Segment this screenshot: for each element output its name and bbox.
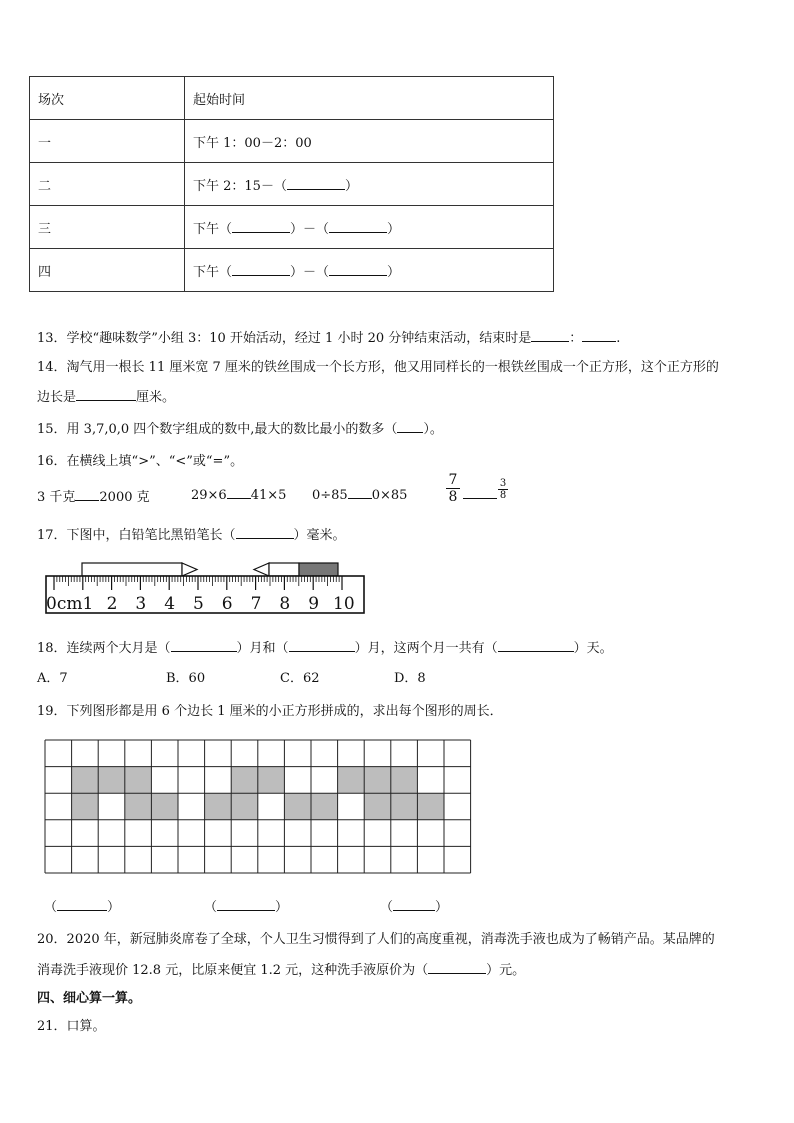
- shaded-cell: [231, 793, 258, 820]
- ruler-figure: [44, 556, 368, 618]
- option-d[interactable]: D．8: [394, 671, 426, 686]
- shaded-cell: [417, 793, 444, 820]
- end-mark: ）毫米。: [293, 528, 346, 543]
- answer-blank[interactable]: [232, 220, 290, 233]
- shaded-cell: [338, 767, 365, 794]
- answer-blank[interactable]: [217, 898, 275, 911]
- question-text: 18．连续两个大月是（: [37, 641, 171, 656]
- time-prefix: 下午 2：15－（: [193, 178, 287, 194]
- table-cell: [185, 163, 554, 206]
- shaded-cell: [391, 793, 418, 820]
- answer-blank[interactable]: [348, 486, 372, 499]
- time-mid: ）－（: [290, 264, 330, 280]
- ruler-label: 10: [333, 594, 355, 614]
- question-text: 15．用 3,7,0,0 四个数字组成的数中,最大的数比最小的数多（: [37, 422, 398, 437]
- answer-blank[interactable]: [498, 639, 574, 652]
- shaded-cell: [72, 767, 99, 794]
- table-row: [30, 120, 554, 163]
- table-cell: 一: [30, 120, 185, 163]
- ruler-label: 7: [250, 594, 262, 614]
- shaded-cell: [391, 767, 418, 794]
- time-prefix: 下午（: [193, 221, 233, 237]
- question-text: 17．下图中，白铅笔比黑铅笔长（: [37, 528, 236, 543]
- answer-blank[interactable]: [428, 961, 486, 974]
- question-19: 19．下列图形都是用 6 个边长 1 厘米的小正方形拼成的，求出每个图形的周长．: [37, 704, 503, 719]
- compare-item: [37, 486, 150, 505]
- answer-blank[interactable]: [227, 486, 251, 499]
- paren-open: （: [380, 900, 394, 915]
- option-c[interactable]: C．62: [280, 671, 320, 686]
- answer-blank[interactable]: [582, 329, 616, 342]
- table-cell: 四: [30, 249, 185, 292]
- answer-blank[interactable]: [57, 898, 107, 911]
- table-header: 起始时间: [185, 77, 554, 120]
- perimeter-answer: [44, 896, 120, 915]
- shaded-cell: [311, 793, 338, 820]
- option-b[interactable]: B．60: [166, 671, 206, 686]
- numerator: 7: [448, 472, 458, 488]
- black-pencil: [254, 563, 338, 576]
- paren-close: ）: [275, 900, 289, 915]
- question-18: [37, 637, 613, 656]
- compare-item: [191, 486, 286, 503]
- paren-open: （: [44, 900, 58, 915]
- answer-blank[interactable]: [329, 263, 387, 276]
- ruler-label: 5: [193, 594, 204, 614]
- section-title: 四、细心算一算。: [37, 991, 142, 1006]
- answer-blank[interactable]: [397, 420, 423, 433]
- answer-blank[interactable]: [287, 177, 345, 190]
- paren-open: （: [204, 900, 218, 915]
- shaded-cell: [125, 793, 152, 820]
- question-20-line2: [37, 959, 525, 978]
- compare-right: 2000 克: [99, 490, 150, 505]
- answer-blank[interactable]: [463, 486, 497, 499]
- ruler-label: 4: [164, 594, 176, 614]
- time-suffix: ）: [387, 264, 401, 280]
- grid-figure: [44, 739, 476, 875]
- question-text: 厘米。: [136, 390, 176, 405]
- compare-blank: [463, 486, 497, 503]
- ruler-label: 2: [106, 594, 118, 614]
- shaded-cell: [151, 793, 178, 820]
- time-suffix: ）: [344, 178, 358, 194]
- paren-close: ）: [107, 900, 121, 915]
- table-cell: 下午 1：00－2：00: [185, 120, 554, 163]
- answer-blank[interactable]: [393, 898, 435, 911]
- end-mark: ）元。: [486, 963, 526, 978]
- perimeter-answer: [380, 896, 448, 915]
- numerator: 3: [499, 478, 507, 489]
- question-14-line2: [37, 386, 175, 405]
- question-17: [37, 524, 346, 543]
- table-header: 场次: [30, 77, 185, 120]
- separator: ：: [569, 331, 583, 346]
- time-suffix: ）: [387, 221, 401, 237]
- compare-right: 0×85: [371, 488, 408, 503]
- shaded-cell: [284, 793, 311, 820]
- fraction-right: [498, 478, 508, 501]
- question-14: 14．淘气用一根长 11 厘米宽 7 厘米的铁丝围成一个长方形，他又用同样长的一根铁丝围成一个正方形，这个正方形的: [37, 360, 719, 375]
- table-cell: 三: [30, 206, 185, 249]
- question-text: ）天。: [573, 641, 613, 656]
- denominator: 8: [499, 490, 507, 501]
- shaded-cell: [98, 767, 125, 794]
- table-cell: [185, 206, 554, 249]
- answer-blank[interactable]: [171, 639, 237, 652]
- question-21: 21．口算。: [37, 1019, 106, 1034]
- compare-left: 0÷85: [312, 488, 348, 503]
- ruler-label: 8: [279, 594, 291, 614]
- paren-close: ）: [435, 900, 449, 915]
- answer-blank[interactable]: [531, 329, 569, 342]
- table-row: [30, 163, 554, 206]
- table-cell: [185, 249, 554, 292]
- question-text: ）月和（: [236, 641, 289, 656]
- option-a[interactable]: A．7: [37, 671, 68, 686]
- end-mark: .: [616, 331, 621, 346]
- time-mid: ）－（: [290, 221, 330, 237]
- table-cell: 二: [30, 163, 185, 206]
- time-prefix: 下午（: [193, 264, 233, 280]
- shaded-cell: [364, 793, 391, 820]
- ruler-label: 6: [221, 594, 233, 614]
- shaded-cell: [205, 793, 232, 820]
- shaded-cell: [125, 767, 152, 794]
- shaded-cell: [231, 767, 258, 794]
- shaded-cell: [364, 767, 391, 794]
- compare-left: 29×6: [191, 488, 227, 503]
- end-mark: ）。: [423, 422, 443, 437]
- question-text: 消毒洗手液现价 12.8 元，比原来便宜 1.2 元，这种洗手液原价为（: [37, 963, 429, 978]
- ruler-label: 9: [308, 594, 320, 614]
- question-15: [37, 418, 443, 437]
- schedule-table: [29, 76, 554, 292]
- answer-blank[interactable]: [289, 639, 355, 652]
- shaded-cell: [258, 767, 285, 794]
- question-16: 16．在横线上填“>”、“<”或“=”。: [37, 454, 244, 469]
- question-20: 20．2020 年，新冠肺炎席卷了全球，个人卫生习惯得到了人们的高度重视，消毒洗手液也成为了畅销产品。某品牌的: [37, 932, 715, 947]
- answer-blank[interactable]: [329, 220, 387, 233]
- answer-blank[interactable]: [76, 388, 136, 401]
- ruler-label: 3: [135, 594, 147, 614]
- denominator: 8: [446, 488, 460, 505]
- shaded-cell: [72, 793, 99, 820]
- ruler-label: 0cm1: [46, 594, 94, 614]
- compare-right: 41×5: [250, 488, 287, 503]
- white-pencil: [82, 563, 197, 576]
- question-text: 13．学校“趣味数学”小组 3：10 开始活动，经过 1 小时 20 分钟结束活动，结束时是: [37, 331, 532, 346]
- question-text: 边长是: [37, 390, 77, 405]
- perimeter-answer: [204, 896, 288, 915]
- ruler-labels: [46, 594, 355, 614]
- table-header-row: [30, 77, 554, 120]
- question-13: [37, 327, 620, 346]
- answer-blank[interactable]: [236, 526, 294, 539]
- answer-blank[interactable]: [232, 263, 290, 276]
- fraction-left: [446, 472, 460, 505]
- question-text: ）月，这两个月一共有（: [354, 641, 498, 656]
- answer-blank[interactable]: [75, 488, 99, 501]
- table-row: [30, 249, 554, 292]
- compare-left: 3 千克: [37, 490, 76, 505]
- compare-item: [312, 486, 407, 503]
- table-row: [30, 206, 554, 249]
